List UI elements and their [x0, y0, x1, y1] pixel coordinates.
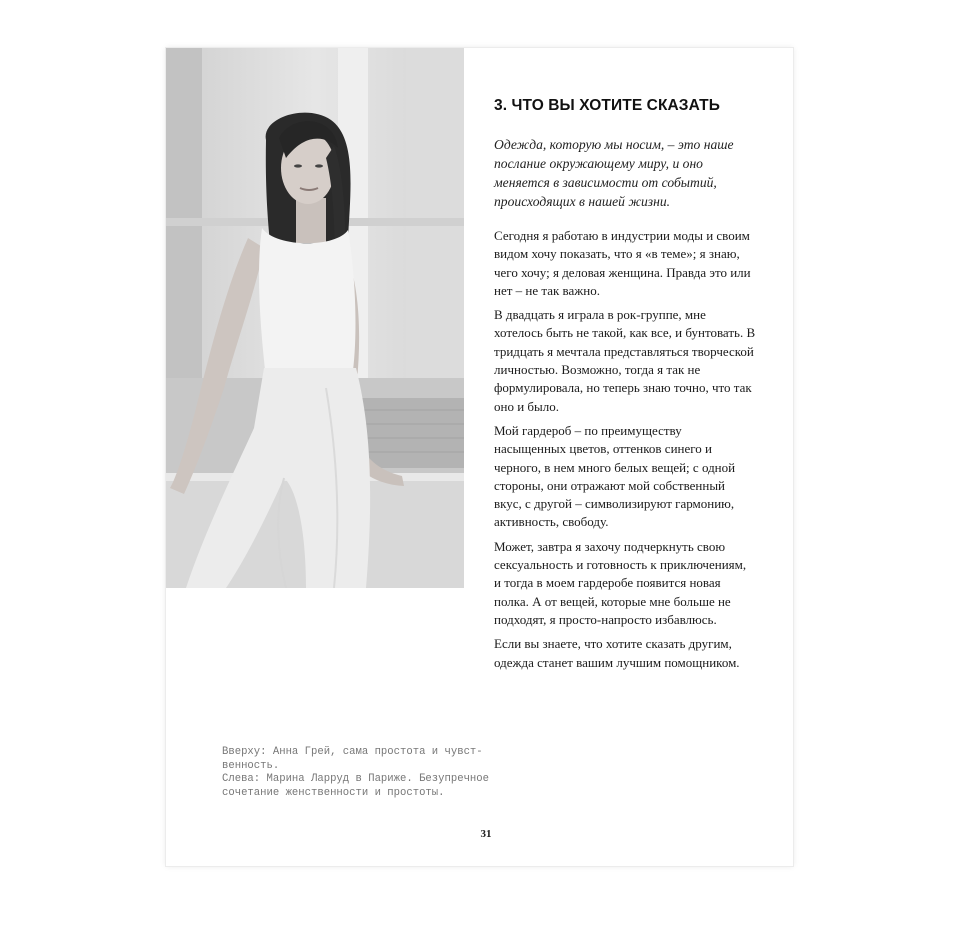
paragraph: Мой гардероб – по преимуществу насыщенных цветов, оттенков синего и черного, в нем много белых вещей; с одной стороны, они отражают мой собственный вкус, с другой – символизируют гармонию, активность, свободу.: [494, 422, 736, 530]
paragraph: В двадцать я играла в рок-группе, мне хотелось быть не такой, как все, и бунтовать. В тридцать я мечтала представляться творческой личностью. Возможно, тогда я так не формулировала, но теперь знаю точно, что так оно и было.: [494, 307, 756, 414]
caption-top: Вверху: Анна Грей, сама простота и чувст- венность.: [222, 746, 483, 772]
chapter-title: 3. ЧТО ВЫ ХОТИТЕ СКАЗАТЬ: [494, 97, 720, 114]
paragraph: Если вы знаете, что хотите сказать другим, одежда станет вашим лучшим помощником.: [494, 636, 740, 670]
woman-photo: [166, 48, 464, 588]
paragraph: Может, завтра я захочу подчеркнуть свою сексуальность и готовность к приключениям, и тогда в моем гардеробе появится новая полка. А от вещей, которые мне больше не подходят, я просто-напросто избавлюсь.: [494, 538, 747, 627]
body-text: [494, 227, 756, 672]
paragraph: Сегодня я работаю в индустрии моды и своим видом хочу показать, что я «в теме»; я знаю, чего хочу; я деловая женщина. Правда это или нет – не так важно.: [494, 228, 751, 298]
article-column: [494, 97, 756, 678]
caption-left: Слева: Марина Ларруд в Париже. Безупречное сочетание женственности и простоты.: [222, 773, 490, 799]
photo-captions: [222, 746, 542, 800]
page-number: 31: [480, 828, 492, 840]
book-page: [166, 48, 793, 866]
lead-paragraph: Одежда, которую мы носим, – это наше послание окружающему миру, и оно меняется в зависимости от событий, происходящих в нашей жизни.: [494, 137, 734, 209]
